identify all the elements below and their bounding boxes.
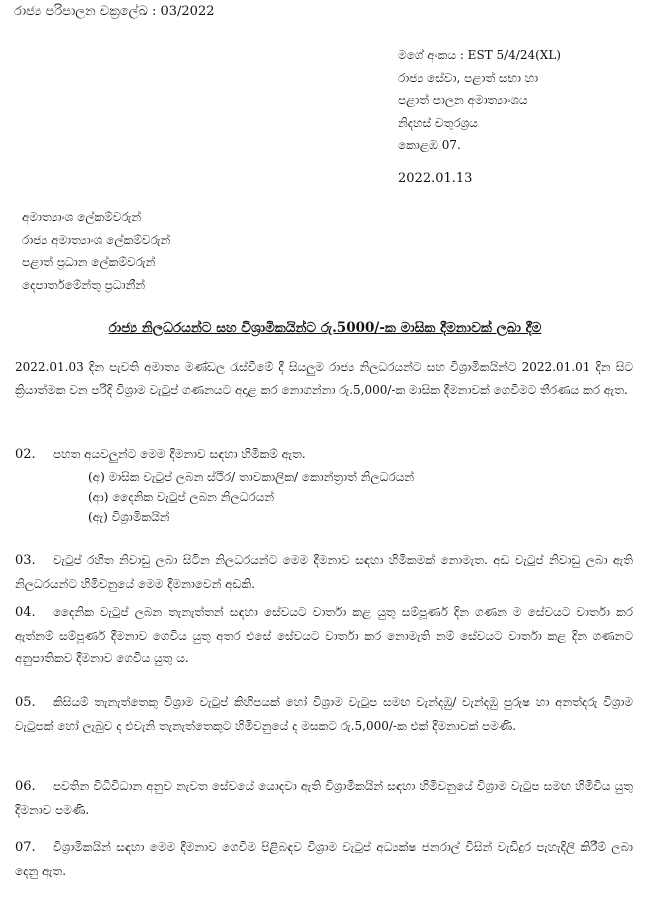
paragraph-number: 05. (15, 695, 36, 710)
paragraph-text: පවතින විධිවිධාන අනුව නැවත සේවයේ යොදවා ඇති විශ්‍රාමිකයින් සඳහා හිමිවනුයේ විශ්‍රාම වැටුප සමඟ හිමිවිය යුතු දීමනාව පමණි. (15, 779, 633, 817)
paragraph-text: පහත අයවලුන්ට මෙම දීමනාව සඳහා හිමිකම් ඇත. (53, 447, 306, 461)
address-line: රාජ්‍ය සේවා, පළාත් සභා හා (398, 70, 539, 85)
address-line: නිදහස් චතුරශ්‍රය (398, 115, 478, 130)
recipient-line: අමාත්‍යාංශ ලේකම්වරුන් (22, 210, 142, 224)
eligibility-item: (ආ) දෛනික වැටුප් ලබන නිලධරයන් (88, 490, 275, 504)
paragraph-number: 04. (15, 605, 36, 620)
paragraph-text: කිසියම් තැනැත්තෙකු විශ්‍රාම වැටුප් කිහිපයක් හෝ විශ්‍රාම වැටුප සමඟ වැන්දඹු/ වැන්දඹු පුරුෂ හා අනත්දරු විශ්‍රාම වැටුපක් හෝ ලැබුව ද එවැනි තැනැත්තෙකුට හිමිවනුයේ ද මසකට රු.5,000/-ක එක් දීමනාවක් පමණි. (15, 695, 633, 733)
address-line: කොළඹ 07. (398, 138, 461, 153)
recipient-line: දෙපාර්තමේන්තු ප්‍රධානීන් (22, 277, 146, 292)
circular-number: රාජ්‍ය පරිපාලන චක්‍රලේඛ : 03/2022 (14, 4, 215, 19)
paragraph-number: 03. (15, 553, 36, 568)
paragraph-4 (15, 601, 633, 670)
document-title: රාජ්‍ය නිලධරයන්ට සහ විශ්‍රාමිකයින්ට රු.5000/-ක මාසික දීමනාවක් ලබා දීම (108, 320, 542, 336)
paragraph-1 (15, 356, 633, 401)
paragraph-number: 02. (15, 447, 36, 462)
recipient-line: පළාත් ප්‍රධාන ලේකම්වරුන් (22, 255, 156, 270)
paragraph-text: විශ්‍රාමිකයින් සඳහා මෙම දීමනාව ගෙවීම පිළිබඳව විශ්‍රාම වැටුප් අධ්‍යක්ෂ ජනරාල් විසින් වැඩිදුර පැහැදිලි කිරීම් ලබා දෙනු ඇත. (15, 840, 633, 878)
recipients-block (22, 206, 170, 296)
paragraph-2 (15, 443, 633, 467)
paragraph-text: දෛනික වැටුප් ලබන තැනැත්තන් සඳහා සේවයට වාර්තා කළ යුතු සම්පූර්ණ දින ගණන ම සේවයට වාර්තා කර ඇත්නම් සම්පූර්ණ දීමනාව ගෙවිය යුතු අතර එසේ සේවයට වාර්තා කර නොමැති නම් සේවයට වාර්තා කළ දින ගණනට අනුපාතිකව දීමනාව ගෙවිය යුතු ය. (15, 605, 633, 665)
paragraph-5 (15, 691, 633, 737)
paragraph-6 (15, 775, 633, 821)
recipient-line: රාජ්‍ය අමාත්‍යාංශ ලේකම්වරුන් (22, 232, 171, 247)
eligibility-item: (අ) මාසික වැටුප් ලබන ස්ථිර/ තාවකාලික/ කොන්ත්‍රාත් නිලධරයන් (88, 470, 415, 484)
sender-address (398, 44, 561, 157)
eligibility-item: (ඇ) විශ්‍රාමිකයින් (88, 510, 170, 524)
paragraph-text: 2022.01.03 දින පැවති අමාත්‍ය මණ්ඩල රැස්වීමේ දී සියලුම රාජ්‍ය නිලධරයන්ට සහ විශ්‍රාමිකයින්ට 2022.01.01 දින සිට ක්‍රියාත්මක වන පරිදි විශ්‍රාම වැටුප් ගණනයට අදාළ කර නොගන්නා රු.5,000/-ක මාසික දීමනාවක් ගෙවීමට තීරණය කර ඇත. (15, 360, 633, 397)
paragraph-7 (15, 836, 633, 882)
address-line: පළාත් පාලන අමාත්‍යාංශය (398, 93, 528, 108)
letter-date: 2022.01.13 (398, 171, 473, 186)
paragraph-number: 07. (15, 840, 36, 855)
paragraph-number: 06. (15, 779, 36, 794)
reference-number: මගේ අංකය : EST 5/4/24(XL) (398, 48, 561, 62)
paragraph-text: වැටුප් රහිත නිවාඩු ලබා සිටින නිලධරයන්ට මෙම දීමනාව සඳහා හිමිකමක් නොමැත. අඩ වැටුප් නිවාඩු ලබා ඇති නිලධරයන්ට හිමිවනුයේ මෙම දීමනාවෙන් අඩකි. (15, 553, 633, 591)
paragraph-3 (15, 549, 633, 595)
